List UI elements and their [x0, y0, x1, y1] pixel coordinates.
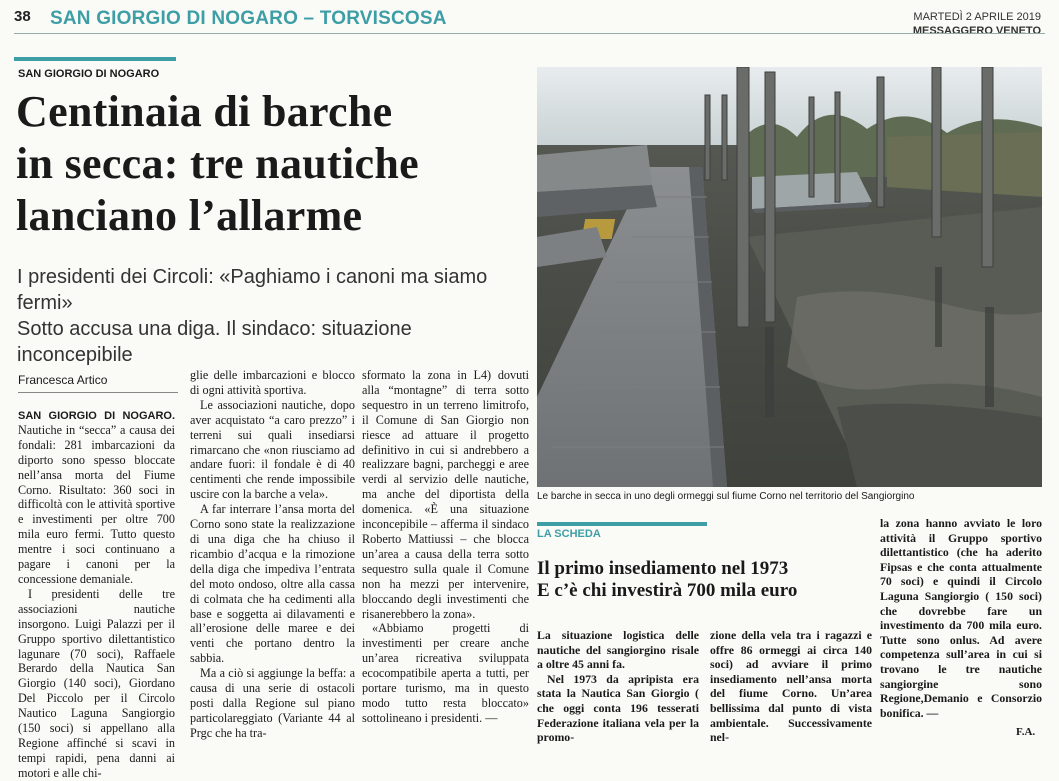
paragraph: «Abbiamo progetti di investimenti per creare anche un’area ricreativa sviluppata ecocompatibile aperta a tutti, per portare turismo, ma in questo modo tutto resta bloccato» sottolineano i presidenti. —: [362, 621, 529, 725]
scheda-title-line: E c’è chi investirà 700 mila euro: [537, 580, 798, 601]
author-initials: F.A.: [1016, 726, 1036, 738]
paragraph: sformato la zona in L4) dovuti alla “montagne” di terra sotto sequestro in un terreno limitrofo, il Comune di San Giorgio non riesce ad attuare il progetto definitivo in cui si andrebbero a realizzare bagni, parcheggi e aree verdi al servizio delle nautiche, ma anche del diportista della domenica. «È una situazione inconcepibile – afferma il sindaco Roberto Mattiussi – che blocca un’area a causa della terra sotto sequestro sulla quale il Comune non ha mezzi per intervenire, bloccando degli investimenti che risanerebbero la zona».: [362, 368, 529, 621]
boats-in-dry-dock-photo: [537, 67, 1042, 487]
header-rule: [14, 33, 1045, 34]
article-photo: [537, 67, 1042, 487]
photo-caption: Le barche in secca in uno degli ormeggi sul fiume Corno nel territorio del Sangiorgino: [537, 491, 915, 502]
article-column-3: [362, 368, 529, 726]
headline-line: lanciano l’allarme: [16, 191, 363, 240]
article-column-1: [18, 408, 175, 781]
scheda-title-line: Il primo insediamento nel 1973: [537, 558, 789, 579]
headline-line: Centinaia di barche: [16, 87, 393, 136]
paragraph: zione della vela tra i ragazzi e offre 86 ormeggi ai circa 140 soci) ad avviare il primo insediamento nell’ansa morta del fiume Corno. Un’area bellissima dal punto di vista ambientale. Successivamente nel-: [710, 628, 872, 745]
scheda-column-1: [537, 628, 699, 745]
paragraph: glie delle imbarcazioni e blocco di ogni attività sportiva.: [190, 368, 355, 397]
scheda-column-3: [880, 516, 1042, 720]
byline: Francesca Artico: [18, 373, 108, 387]
paragraph: I presidenti delle tre associazioni nautiche insorgono. Luigi Palazzi per il Gruppo sportivo dilettantistico lagunare (70 soci), Raffaele Berardo della Nautica San Giorgio (140 soci), Giordano Del Piccolo per il Circolo Nautico Laguna Sangiorgio (150 soci) si appellano alla Regione affinché si scavi in tempi rapidi, pena danni ai motori e alle chi-: [18, 586, 175, 780]
article-kicker: SAN GIORGIO DI NOGARO: [18, 68, 160, 80]
paragraph: Nel 1973 da apripista era stata la Nautica San Giorgio ( che oggi conta 196 tesserati Federazione italiana vela per la promo-: [537, 671, 699, 745]
article-column-2: [190, 368, 355, 741]
scheda-title: [537, 558, 877, 602]
paragraph: [18, 408, 175, 587]
kicker-accent-bar: [14, 57, 176, 61]
paragraph: Le associazioni nautiche, dopo aver acquistato “a caro prezzo” i terreni sui quali insediarsi rimarcano che «non riusciamo ad andare fuori: il fondale è di 40 centimenti che rende impossibile uscire con la barche a vela».: [190, 397, 355, 502]
page-number: 38: [14, 8, 31, 25]
scheda-label: LA SCHEDA: [537, 528, 601, 540]
dateline-lead: SAN GIORGIO DI NOGARO.: [18, 410, 175, 422]
section-title: SAN GIORGIO DI NOGARO – TORVISCOSA: [50, 8, 447, 29]
issue-date: MARTEDÌ 2 APRILE 2019: [913, 11, 1041, 23]
paragraph: La situazione logistica delle nautiche del sangiorgino risale a oltre 45 anni fa.: [537, 628, 699, 672]
paragraph: Ma a ciò si aggiunge la beffa: a causa di una serie di ostacoli posti dalla Regione sul piano particolareggiato (Variante 44 al Prgc che ha tra-: [190, 666, 355, 740]
subhead-line: Sotto accusa una diga. Il sindaco: situazione inconcepibile: [17, 318, 412, 366]
publication-name: MESSAGGERO VENETO: [912, 25, 1041, 37]
byline-rule: [18, 392, 178, 393]
headline-line: in secca: tre nautiche: [16, 139, 419, 188]
paragraph: la zona hanno avviato le loro attività il Gruppo sportivo dilettantistico (che ha aderito Fipsas e che conta attualmente 70 soci) e quindi il Circolo Laguna Sangiorgio ( 150 soci) che dovrebbe fare un investimento da 700 mila euro. Tutte sono onlus. Ad avere competenza sull’area in cui si trovano le tre nautiche sangiorgine sono Regione,Demanio e Consorzio bonifica. —: [880, 516, 1042, 720]
scheda-column-2: [710, 628, 872, 745]
paragraph-text: Nautiche in “secca” a causa dei fondali: 281 imbarcazioni da diporto sono spesso bloccate nell’ansa morta del Fiume Corno. Risultato: 360 soci in difficoltà con le attività sportive e investimenti per oltre 700 mila euro fermi. Tutto questo mentre i soci continuano a pagare i canoni per la concessione demaniale.: [18, 422, 175, 586]
article-subheadline: [17, 264, 532, 368]
subhead-line: I presidenti dei Circoli: «Paghiamo i canoni ma siamo fermi»: [17, 266, 488, 314]
paragraph: A far interrare l’ansa morta del Corno sono state la realizzazione di una diga che ha chiuso il ricambio d’acqua e la rimozione della diga che impediva l’entrata del moto ondoso, oltre alla cassa di colmata che ha cedimenti alla base e soggetta ai dilavamenti e all’erosione delle maree e dei venti che portano dentro la sabbia.: [190, 502, 355, 666]
article-headline: [16, 86, 526, 242]
scheda-accent-bar: [537, 522, 707, 526]
